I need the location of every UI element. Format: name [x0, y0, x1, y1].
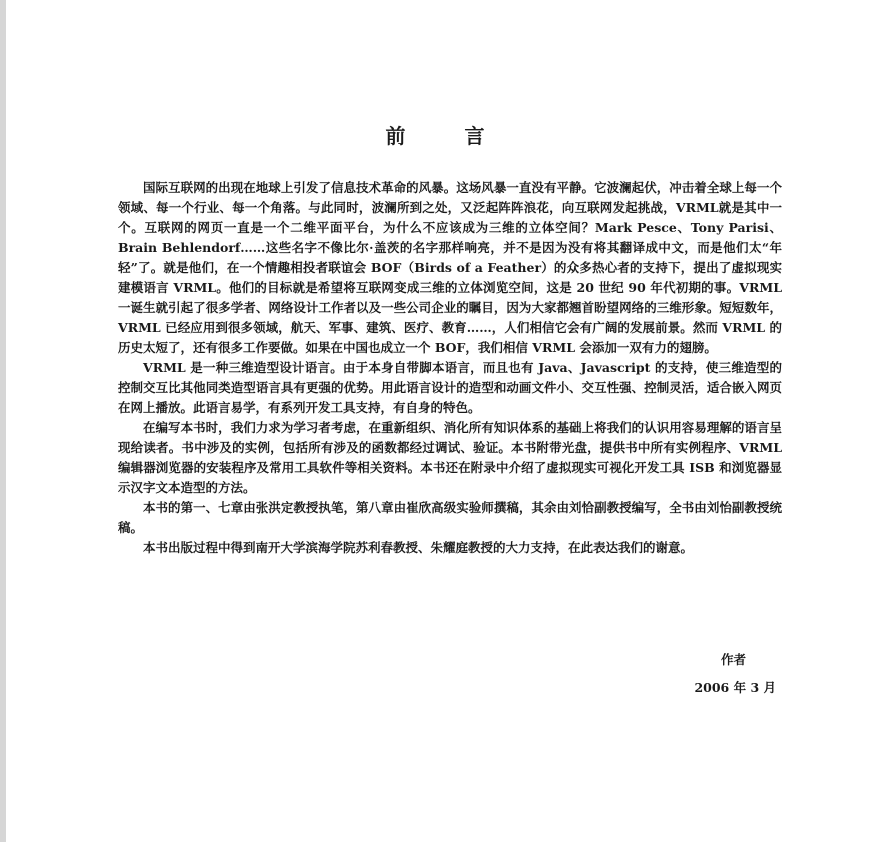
paragraph-1: 国际互联网的出现在地球上引发了信息技术革命的风暴。这场风暴一直没有平静。它波澜起伏，冲击着全球上每一个领域、每一个行业、每一个角落。与此同时，波澜所到之处，又泛起阵阵浪花，向互联网发起挑战，VRML就是其中一个。互联网的网页一直是一个二维平面平台，为什么不应该成为三维的立体空间？Mark Pesce、Tony Parisi、Brain Behlendorf……这些名字不像比尔·盖茨的名字那样响亮，并不是因为没有将其翻译成中文，而是他们太“年轻”了。就是他们，在一个情趣相投者联谊会 BOF（Birds of a Feather）的众多热心者的支持下，提出了虚拟现实建模语言 VRML。他们的目标就是希望将互联网变成三维的立体浏览空间，这是 20 世纪 90 年代初期的事。VRML 一诞生就引起了很多学者、网络设计工作者以及一些公司企业的瞩目，因为大家都翘首盼望网络的三维形象。短短数年，VRML 已经应用到很多领域，航天、军事、建筑、医疗、教育……，人们相信它会有广阔的发展前景。然而 VRML 的历史太短了，还有很多工作要做。如果在中国也成立一个 BOF，我们相信 VRML 会添加一双有力的翅膀。: [118, 180, 782, 355]
signature-date: 2006 年 3 月: [694, 680, 776, 695]
paragraph-4: 本书的第一、七章由张洪定教授执笔，第八章由崔欣高级实验师撰稿，其余由刘恰副教授编写，全书由刘怡副教授统稿。: [118, 500, 782, 535]
signature-author: 作者: [720, 652, 746, 667]
preface-body: [118, 178, 782, 558]
paragraph-2: VRML 是一种三维造型设计语言。由于本身自带脚本语言，而且也有 Java、Javascript 的支持，使三维造型的控制交互比其他同类造型语言具有更强的优势。用此语言设计的造型和动画文件小、交互性强、控制灵活，适合嵌入网页在网上播放。此语言易学，有系列开发工具支持，有自身的特色。: [118, 360, 782, 415]
page-title: 前 言: [385, 124, 511, 148]
paragraph-5: 本书出版过程中得到南开大学滨海学院苏利春教授、朱耀庭教授的大力支持，在此表达我们的谢意。: [143, 540, 694, 555]
paragraph-3: 在编写本书时，我们力求为学习者考虑，在重新组织、消化所有知识体系的基础上将我们的认识用容易理解的语言呈现给读者。书中涉及的实例，包括所有涉及的函数都经过调试、验证。本书附带光盘，提供书中所有实例程序、VRML 编辑器浏览器的安装程序及常用工具软件等相关资料。本书还在附录中介绍了虚拟现实可视化开发工具 ISB 和浏览器显示汉字文本造型的方法。: [118, 420, 782, 495]
